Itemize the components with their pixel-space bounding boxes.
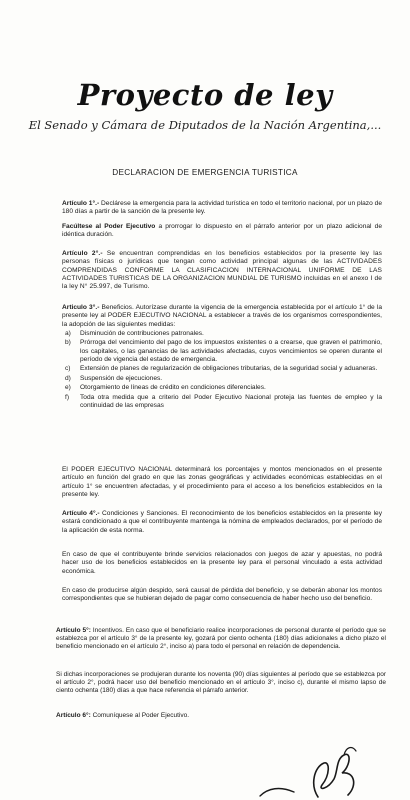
article-3-text: Beneficios. Autorízase durante la vigencia de la emergencia establecida por el artículo 1° de la presente ley al PODER EJECUTIVO NACIONAL a establecer a través de los organismos correspondientes, la adopción de las siguientes medidas: [62, 304, 382, 328]
article-4-paragraph-2: En caso de que el contribuyente brinde servicios relacionados con juegos de azar y apuestas, no podrá hacer uso de los beneficios establecidos en la presente ley para el personal vinculado a esta actividad económica. [62, 551, 382, 575]
article-5-label: Artículo 5°: [56, 627, 91, 634]
article-5-text: Incentivos. En caso que el beneficiario realice incorporaciones de personal durante el período que se establezca por el artículo 3° de la presente ley, gozará por ciento ochenta (180) días adicionales a dicho plazo el beneficio mencionado en el artículo 2°, inciso a) para todo el personal en relación de dependencia. [56, 627, 386, 651]
document-title: Proyecto de ley [77, 78, 333, 112]
measure-item: d) Suspensión de ejecuciones. [65, 374, 163, 382]
measure-item: f) Toda otra medida que a criterio del Poder Ejecutivo Nacional proteja las fuentes de empleo y la continuidad de las empresas [65, 393, 382, 410]
declaration-title: DECLARACION DE EMERGENCIA TURISTICA [112, 168, 298, 177]
article-6-text: Comuníquese al Poder Ejecutivo. [92, 712, 190, 719]
article-6 [56, 712, 386, 720]
article-4 [62, 510, 382, 535]
article-3-label: Articulo 3°.- [62, 304, 100, 311]
article-1-extension-text: a prorrogar lo dispuesto en el párrafo anterior por un plazo adicional de idéntica duración. [62, 223, 382, 239]
article-6-label: Artículo 6°: [56, 712, 91, 719]
signature-icon [300, 745, 380, 800]
article-4-text: Condiciones y Sanciones. El reconocimiento de los beneficios establecidos en la presente ley estará condicionado a que el contribuyente mantenga la nómina de empleados declarados, por el período de la aplicación de esta norma. [62, 510, 382, 534]
pen-stroke-icon [258, 782, 298, 800]
article-5 [56, 627, 386, 651]
measure-item: e) Otorgamiento de líneas de crédito en condiciones diferenciales. [65, 384, 266, 392]
article-2-text: Se encuentran comprendidas en los beneficios establecidos por la presente ley las personas físicas o jurídicas que tengan como actividad principal algunas de las ACTIVIDADES COMPRENDIDAS CONFORME LA CLASIFICACION INTERNACIONAL UNIFORME DE LAS ACTIVIDADES TURISTICAS DE LA ORGANIZACION MUNDIAL DE TURISMO incluidas en el anexo I de la ley N° 25.997, de Turismo. [62, 250, 382, 291]
measure-item: c) Extensión de planes de regularización de obligaciones tributarias, de la seguridad social y aduaneras. [65, 365, 378, 373]
measure-item: b) Prórroga del vencimiento del pago de los impuestos existentes o a crearse, que graven el patrimonio, los capitales, o las ganancias de las actividades afectadas, cuyos vencimientos se operen durante el período de vigencia del estado de emergencia. [65, 339, 382, 363]
article-1 [62, 200, 382, 217]
article-1-extension-label: Facúltese al Poder Ejecutivo [62, 223, 156, 230]
article-4-paragraph-3: En caso de producirse algún despido, será causal de pérdida del beneficio, y se deberán abonar los montos correspondientes que se hubieran dejado de pagar como consecuencia de haber hecho uso del beneficio. [62, 587, 382, 603]
article-3 [62, 304, 382, 412]
measures-list [62, 330, 382, 411]
article-5-paragraph-2: Si dichas incorporaciones se produjeran durante los noventa (90) días siguientes al período que se establezca por el artículo 2°, podrá hacer uso del beneficio mencionado en el artículo 3°, inciso c), durante el mismo lapso de ciento ochenta (180) días a que hace referencia el párrafo anterior. [56, 671, 386, 695]
article-1-extension [62, 223, 382, 240]
measure-item: a) Disminución de contribuciones patronales. [65, 329, 204, 337]
article-1-text: Declárese la emergencia para la actividad turística en todo el territorio nacional, por un plazo de 180 días a partir de la sanción de la presente ley. [62, 200, 382, 216]
article-3-closing: El PODER EJECUTIVO NACIONAL determinará los porcentajes y montos mencionados en el presente artículo en función del grado en que las zonas geográficas y actividades económicas establecidas en el artículo 1° se encuentren afectadas, y el procedimiento para el acceso a los beneficios establecidos en la presente ley. [62, 466, 382, 498]
article-2-label: Artículo 2°.- [62, 250, 103, 257]
article-1-label: Artículo 1°.- [62, 200, 100, 207]
article-4-label: Artículo 4°.- [62, 510, 100, 517]
article-2 [62, 250, 382, 291]
document-subtitle: El Senado y Cámara de Diputados de la Nación Argentina,... [28, 118, 382, 132]
